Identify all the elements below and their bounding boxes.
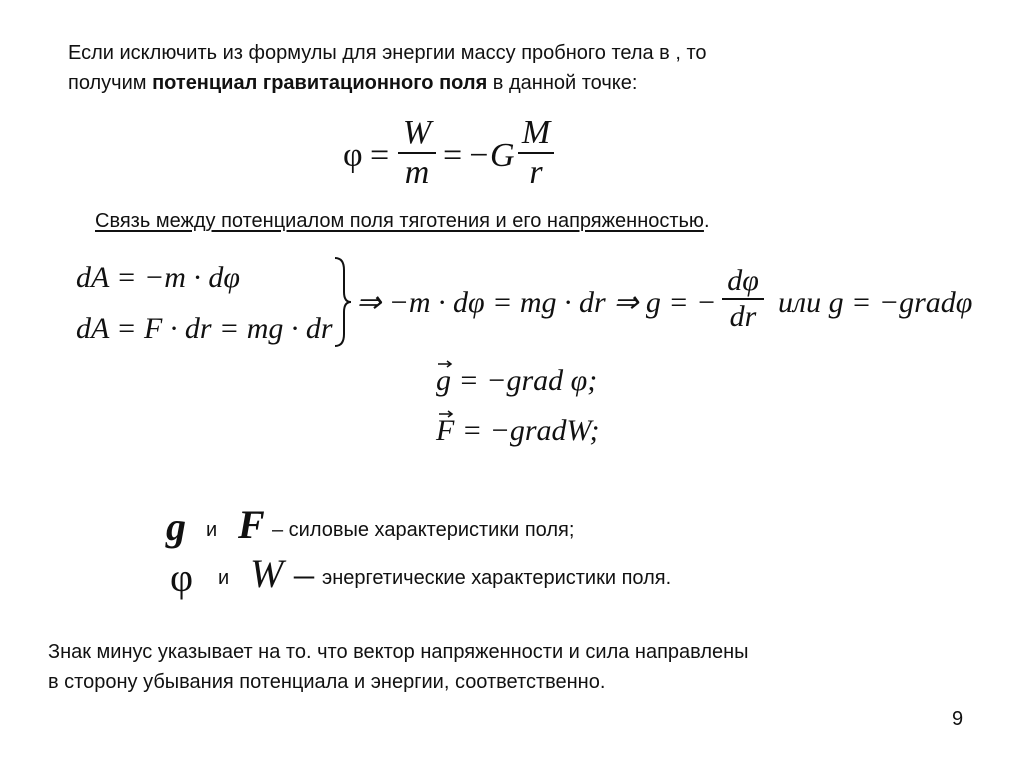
fraction-dphi-over-dr — [722, 264, 764, 334]
formula-equals-2: = — [443, 137, 463, 174]
force-char-g: g — [166, 504, 186, 549]
fraction-r-denominator: r — [529, 154, 543, 191]
formula-minus-g: −G — [467, 137, 515, 174]
energy-char-dash: – — [294, 551, 314, 596]
relation-heading — [95, 210, 710, 233]
system-equation-2: dA = F · dr = mg · dr — [76, 312, 333, 345]
minus-sign-note — [48, 637, 749, 697]
right-brace-icon — [332, 256, 354, 348]
fraction-dr-denominator: dr — [729, 300, 757, 333]
fraction-w-numerator: W — [402, 114, 432, 151]
relation-heading-text: Связь между потенциалом поля тяготения и его напряженностью — [95, 210, 704, 232]
force-char-f: F — [238, 502, 265, 547]
energy-char-text: энергетические характеристики поля. — [322, 567, 672, 589]
intro-line-2-end: в данной точке: — [487, 72, 638, 94]
intro-line-2-start: получим — [68, 72, 153, 94]
force-char-text: – силовые характеристики поля; — [272, 519, 575, 541]
formula-phi: φ — [343, 137, 363, 174]
energy-char-w: W — [250, 551, 284, 596]
vector-f-equation: F = −gradW; — [436, 414, 600, 447]
fraction-m-numerator: M — [521, 114, 551, 151]
force-char-and: и — [206, 519, 218, 541]
fraction-w-over-m — [398, 114, 436, 192]
fraction-dphi-numerator: dφ — [727, 264, 759, 297]
intro-line-2 — [68, 68, 707, 98]
vector-g-equation: g = −grad φ; — [436, 364, 598, 397]
fraction-m-denominator: m — [404, 154, 430, 191]
system-tail: или g = −gradφ — [778, 286, 973, 319]
relation-heading-period: . — [703, 210, 710, 232]
intro-bold-term: потенциал гравитационного поля — [152, 72, 488, 94]
energy-char-phi: φ — [170, 555, 194, 600]
note-line-2: в сторону убывания потенциала и энергии, соответственно. — [48, 671, 606, 693]
intro-line-1: Если исключить из формулы для энергии массу пробного тела в , то — [68, 42, 707, 64]
fraction-m-over-r — [518, 114, 554, 192]
page-number: 9 — [952, 708, 964, 730]
system-equation-1: dA = −m · dφ — [76, 261, 241, 294]
energy-char-and: и — [218, 567, 230, 589]
intro-paragraph — [68, 38, 707, 98]
note-line-1: Знак минус указывает на то. что вектор напряженности и сила направлены — [48, 641, 749, 663]
system-implication: ⇒ −m · dφ = mg · dr ⇒ g = − — [356, 286, 717, 319]
formula-equals-1: = — [370, 137, 390, 174]
